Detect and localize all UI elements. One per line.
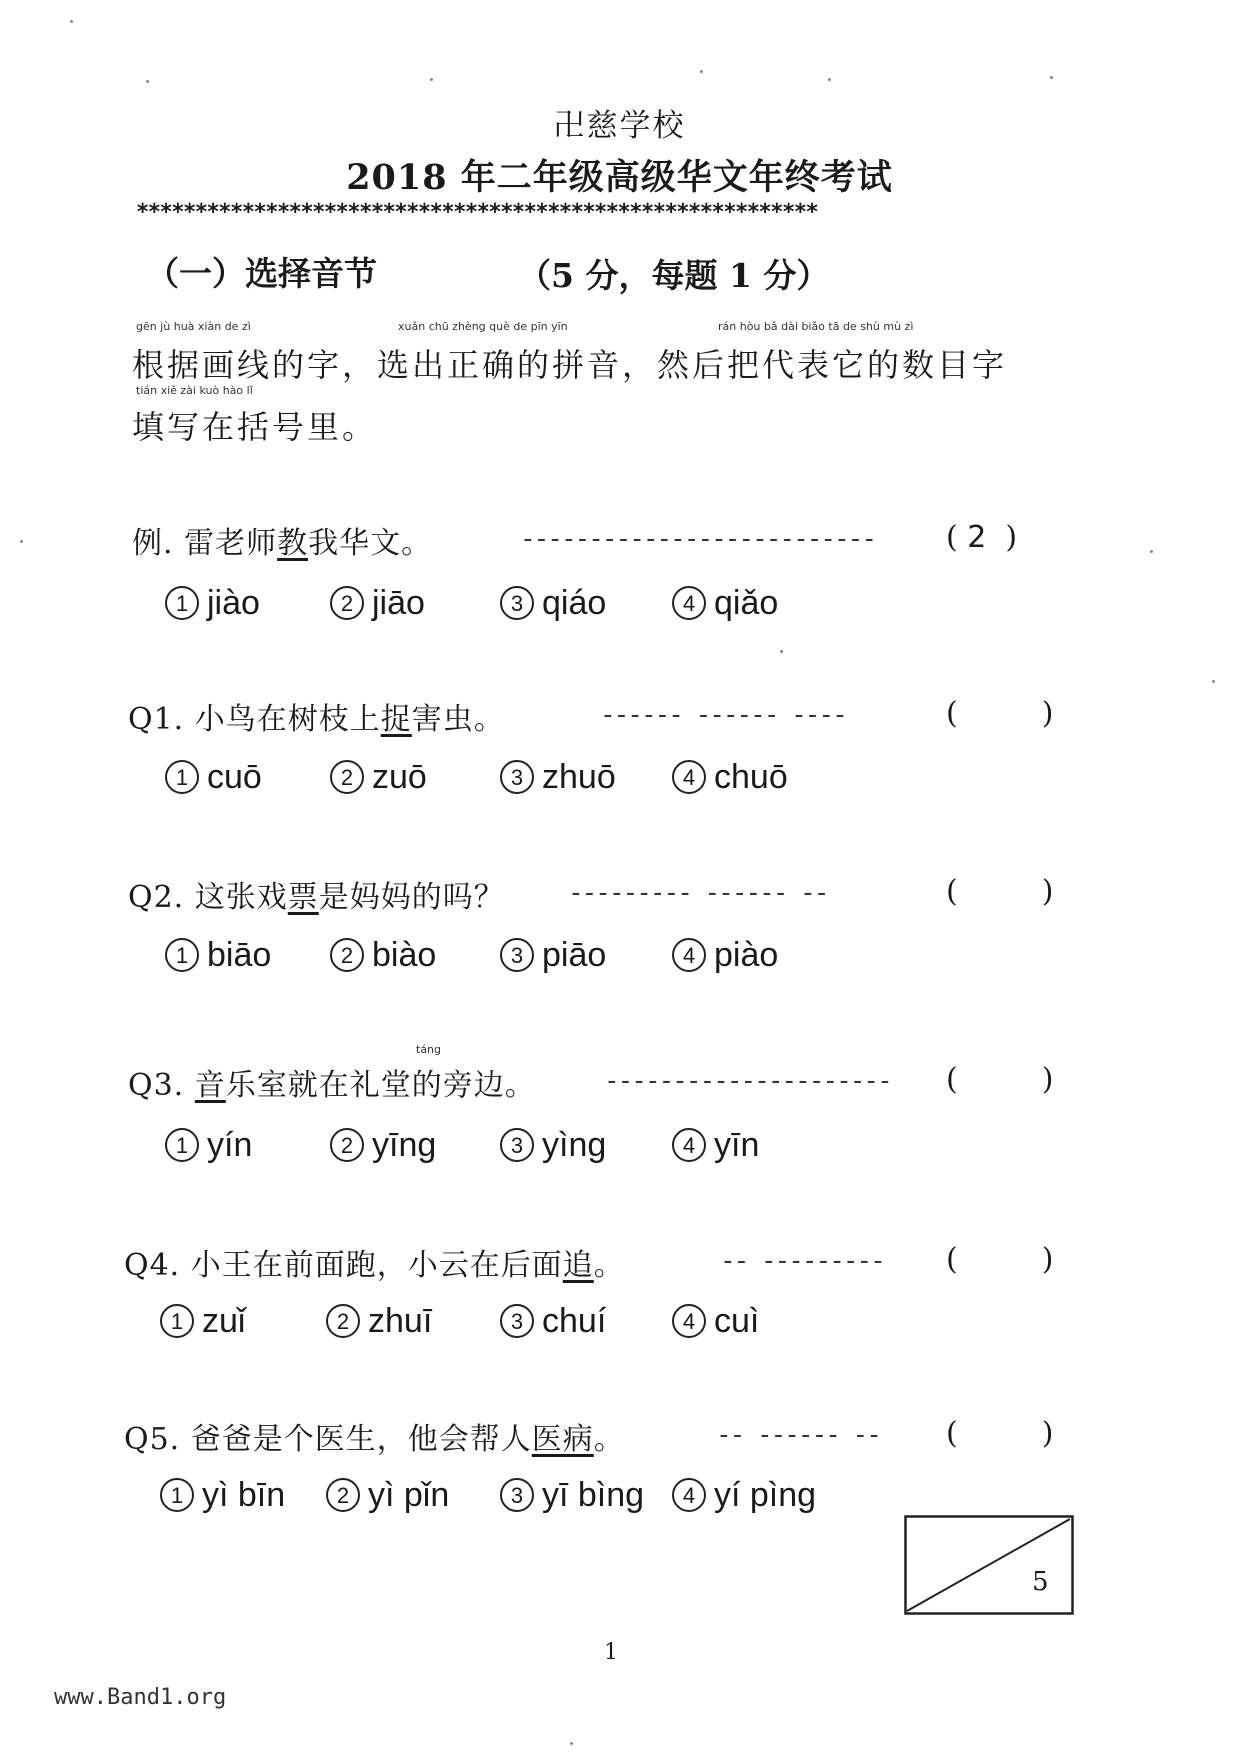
- option-pinyin: zuō: [372, 758, 427, 796]
- option-2: [330, 1126, 436, 1165]
- instruction-line-2: 填写在括号里。: [132, 408, 378, 446]
- option-1: [160, 1302, 245, 1341]
- answer-value: 2: [967, 520, 987, 555]
- option-pinyin: cuō: [207, 758, 262, 796]
- option-1: [160, 1476, 285, 1515]
- option-pinyin: chuō: [714, 758, 788, 796]
- question-target-char: 教: [277, 526, 309, 561]
- option-4: [672, 758, 788, 797]
- option-pinyin: jiào: [207, 584, 260, 622]
- option-pinyin: biāo: [207, 936, 272, 974]
- option-pinyin: piāo: [542, 936, 607, 974]
- answer-leader: -- ------ --: [716, 1420, 880, 1450]
- question-label: Q2.: [128, 880, 185, 915]
- option-number: 1: [165, 1128, 199, 1162]
- option-number: 4: [672, 760, 706, 794]
- option-3: [500, 936, 606, 975]
- option-4: [672, 584, 778, 623]
- option-pinyin: qiáo: [542, 584, 607, 622]
- question-label: 例.: [132, 526, 174, 561]
- answer-leader: --------------------------: [520, 524, 875, 554]
- option-number: 2: [330, 760, 364, 794]
- question-target-char: 音: [194, 1068, 226, 1103]
- question-1: [128, 694, 505, 738]
- exam-title: 2018 年二年级高级华文年终考试: [346, 157, 893, 198]
- option-number: 3: [500, 1128, 534, 1162]
- instruction-pinyin-1c: rán hòu bǎ dài biǎo tā de shù mù zì: [718, 320, 914, 333]
- option-2: [330, 758, 427, 797]
- question-example: [132, 518, 432, 562]
- option-2: [330, 936, 436, 975]
- option-pinyin: zhuō: [542, 758, 616, 796]
- question-text-after: 乐室就在礼堂的旁边。: [225, 1068, 536, 1103]
- option-pinyin: yì bīn: [202, 1476, 286, 1514]
- answer-leader: -- ---------: [720, 1246, 884, 1276]
- option-pinyin: zuǐ: [202, 1302, 246, 1340]
- option-pinyin: chuí: [542, 1302, 607, 1340]
- score-box-frame: [904, 1515, 1074, 1615]
- option-pinyin: yīn: [714, 1126, 760, 1164]
- question-text-before: 爸爸是个医生，他会帮人: [190, 1422, 532, 1457]
- question-text-before: 小王在前面跑，小云在后面: [190, 1248, 563, 1283]
- school-name: 卍慈学校: [553, 108, 686, 144]
- option-number: 1: [165, 938, 199, 972]
- section-title: （一）选择音节: [146, 254, 377, 293]
- ruby-pinyin: táng: [416, 1043, 442, 1056]
- option-pinyin: cuì: [714, 1302, 760, 1340]
- question-text-after: 害虫。: [411, 702, 505, 737]
- question-2: [128, 872, 505, 916]
- option-number: 4: [672, 1478, 706, 1512]
- option-number: 2: [330, 1128, 364, 1162]
- option-number: 1: [160, 1304, 194, 1338]
- instruction-line-1: 根据画线的字，选出正确的拼音，然后把代表它的数目字: [132, 346, 1008, 384]
- question-4: [124, 1240, 625, 1284]
- option-1: [165, 758, 262, 797]
- option-number: 2: [326, 1478, 360, 1512]
- question-label: Q5.: [124, 1422, 181, 1457]
- website-link[interactable]: www.Band1.org: [54, 1685, 227, 1710]
- question-text-after: 我华文。: [308, 526, 433, 561]
- option-pinyin: piào: [714, 936, 779, 974]
- question-label: Q4.: [124, 1248, 181, 1283]
- option-number: 1: [165, 760, 199, 794]
- option-number: 3: [500, 760, 534, 794]
- option-number: 2: [330, 586, 364, 620]
- option-number: 3: [500, 1478, 534, 1512]
- answer-bracket[interactable]: ( ): [946, 1062, 1054, 1097]
- option-4: [672, 1302, 759, 1341]
- option-2: [330, 584, 425, 623]
- question-text-before: 小鸟在树枝上: [194, 702, 381, 737]
- instruction-pinyin-1a: gēn jù huà xiàn de zì: [136, 320, 251, 333]
- question-text-after: 。: [593, 1248, 625, 1283]
- question-target-char: 票: [287, 880, 319, 915]
- question-text-before: 雷老师: [184, 526, 278, 561]
- option-3: [500, 584, 606, 623]
- option-pinyin: biào: [372, 936, 437, 974]
- answer-leader: ------ ------ ----: [600, 700, 846, 730]
- option-pinyin: yìng: [542, 1126, 607, 1164]
- answer-bracket[interactable]: ( ): [946, 696, 1054, 731]
- score-total: 5: [1032, 1567, 1049, 1597]
- instruction-pinyin-2: tián xiě zài kuò hào lǐ: [136, 384, 253, 397]
- question-target-char: 医病: [531, 1422, 594, 1457]
- option-number: 4: [672, 586, 706, 620]
- option-pinyin: qiǎo: [714, 584, 779, 622]
- option-pinyin: jiāo: [372, 584, 425, 622]
- question-text-after: 。: [593, 1422, 625, 1457]
- answer-bracket[interactable]: ( ): [946, 1242, 1054, 1277]
- option-number: 2: [330, 938, 364, 972]
- question-label: Q3.: [128, 1068, 185, 1103]
- option-pinyin: yī bìng: [542, 1476, 645, 1514]
- option-3: [500, 1302, 606, 1341]
- option-number: 4: [672, 1304, 706, 1338]
- question-label: Q1.: [128, 702, 185, 737]
- option-4: [672, 1476, 816, 1515]
- option-number: 3: [500, 938, 534, 972]
- section-score: （5 分，每题 1 分）: [518, 256, 830, 295]
- option-pinyin: zhuī: [368, 1302, 433, 1340]
- question-target-char: 捉: [380, 702, 412, 737]
- option-pinyin: yí pìng: [714, 1476, 817, 1514]
- option-1: [165, 1126, 252, 1165]
- answer-bracket: ( 2 ): [946, 520, 1018, 555]
- option-2: [326, 1476, 449, 1515]
- answer-bracket[interactable]: ( ): [946, 1416, 1054, 1451]
- option-number: 3: [500, 586, 534, 620]
- question-3: [128, 1060, 536, 1104]
- answer-leader: --------- ------ --: [568, 878, 828, 908]
- question-text-after: 是妈妈的吗？: [318, 880, 505, 915]
- star-divider: **********************************************************: [136, 200, 818, 225]
- score-box: [904, 1515, 1074, 1615]
- option-2: [326, 1302, 432, 1341]
- option-pinyin: yín: [207, 1126, 253, 1164]
- answer-bracket[interactable]: ( ): [946, 874, 1054, 909]
- option-number: 1: [160, 1478, 194, 1512]
- option-1: [165, 936, 271, 975]
- option-number: 2: [326, 1304, 360, 1338]
- answer-leader: ---------------------: [604, 1066, 891, 1096]
- option-number: 1: [165, 586, 199, 620]
- option-number: 4: [672, 938, 706, 972]
- question-text-before: 这张戏: [194, 880, 288, 915]
- option-4: [672, 936, 778, 975]
- option-4: [672, 1126, 759, 1165]
- instruction-pinyin-1b: xuǎn chū zhèng què de pīn yīn: [398, 320, 568, 333]
- option-3: [500, 758, 616, 797]
- option-3: [500, 1126, 606, 1165]
- question-5: [124, 1414, 625, 1458]
- option-number: 4: [672, 1128, 706, 1162]
- option-3: [500, 1476, 644, 1515]
- question-target-char: 追: [562, 1248, 594, 1283]
- page-number: 1: [604, 1640, 618, 1665]
- option-pinyin: yì pǐn: [368, 1476, 450, 1514]
- option-1: [165, 584, 260, 623]
- option-pinyin: yīng: [372, 1126, 437, 1164]
- option-number: 3: [500, 1304, 534, 1338]
